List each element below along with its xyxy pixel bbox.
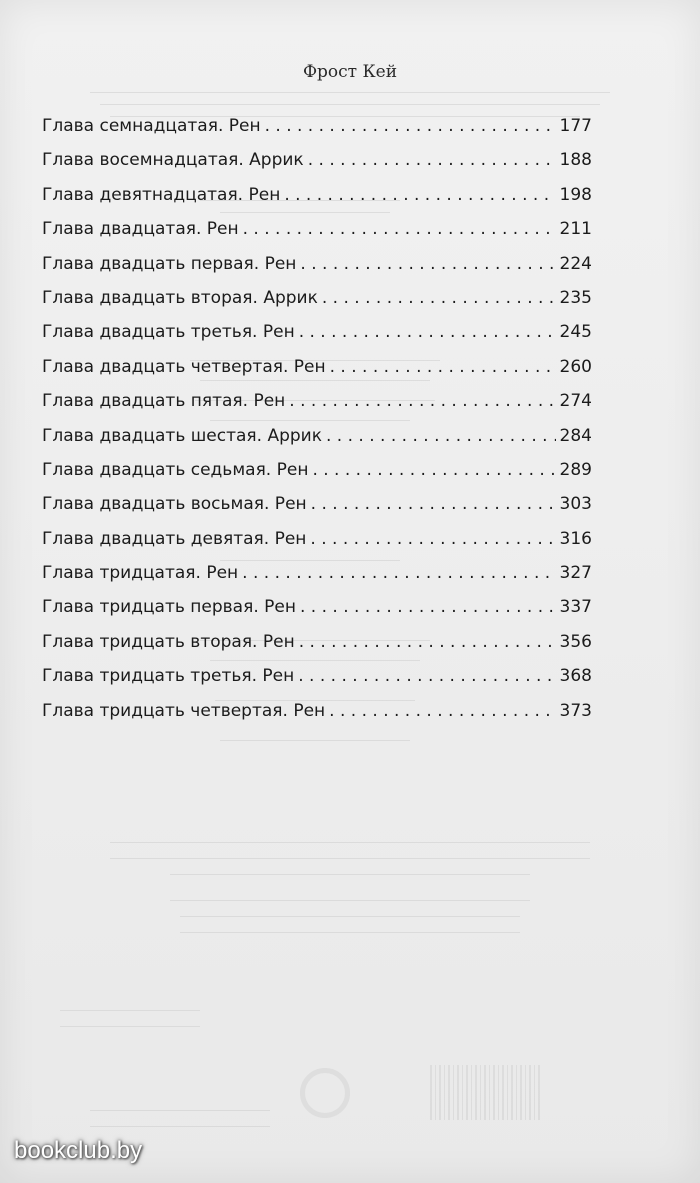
show-through-line [90,92,610,93]
show-through-line [60,1026,200,1027]
toc-entry [42,219,592,253]
toc-leader-dots [312,460,555,480]
show-through-line [170,874,530,875]
toc-entry-page: 289 [559,459,592,480]
toc-leader-dots [289,391,555,411]
toc-entry-page: 284 [559,425,592,446]
toc-entry-page: 260 [559,356,592,377]
toc-entry-title: Глава двадцать восьмая. Рен [42,494,307,515]
toc-entry [42,426,592,460]
toc-entry [42,494,592,528]
show-through-line [90,1126,270,1127]
toc-leader-dots [299,322,556,342]
toc-entry-title: Глава двадцать четвертая. Рен [42,356,326,377]
toc-entry [42,254,592,288]
toc-leader-dots [243,219,556,239]
toc-entry-title: Глава тридцать четвертая. Рен [42,700,326,721]
toc-leader-dots [308,150,556,170]
toc-entry-page: 224 [559,253,592,274]
toc-entry [42,322,592,356]
toc-entry [42,529,592,563]
show-through-line [100,104,600,105]
toc-entry-page: 356 [559,631,592,652]
toc-leader-dots [300,254,555,274]
toc-entry-page: 235 [559,287,592,308]
toc-entry-title: Глава тридцатая. Рен [42,563,239,584]
toc-entry [42,701,592,735]
toc-entry-title: Глава двадцатая. Рен [42,219,239,240]
toc-entry-title: Глава двадцать девятая. Рен [42,528,307,549]
show-through-line [180,916,520,917]
running-header-author: Фрост Кей [302,62,398,82]
show-through-line [90,1110,270,1111]
toc-entry-title: Глава двадцать третья. Рен [42,322,295,343]
show-through-barcode [430,1065,540,1120]
watermark-bookclub: bookclub.by [14,1137,143,1164]
toc-entry-title: Глава двадцать шестая. Аррик [42,425,322,446]
toc-leader-dots [265,116,556,136]
toc-entry-title: Глава тридцать вторая. Рен [42,631,295,652]
toc-entry-page: 198 [559,184,592,205]
toc-entry-title: Глава двадцать седьмая. Рен [42,459,309,480]
toc-leader-dots [284,185,555,205]
toc-entry [42,150,592,184]
toc-leader-dots [242,563,555,583]
toc-entry-page: 177 [559,116,592,136]
toc-leader-dots [310,529,555,549]
toc-entry-page: 274 [559,391,592,412]
table-of-contents [42,116,592,735]
toc-entry-page: 245 [559,322,592,343]
toc-leader-dots [322,288,556,308]
toc-entry-page: 303 [559,494,592,515]
toc-entry-title: Глава двадцать первая. Рен [42,253,297,274]
toc-leader-dots [299,632,556,652]
toc-entry-page: 188 [559,150,592,171]
toc-entry-page: 368 [559,666,592,687]
toc-leader-dots [298,666,555,686]
toc-entry-title: Глава семнадцатая. Рен [42,116,261,136]
show-through-line [170,900,530,901]
toc-entry [42,460,592,494]
toc-entry-title: Глава двадцать пятая. Рен [42,391,286,412]
toc-entry [42,391,592,425]
show-through-line [110,858,590,859]
toc-entry [42,563,592,597]
toc-entry-page: 316 [559,528,592,549]
toc-entry-title: Глава двадцать вторая. Аррик [42,287,318,308]
toc-leader-dots [300,597,556,617]
toc-entry-title: Глава восемнадцатая. Аррик [42,150,304,171]
toc-entry-title: Глава девятнадцатая. Рен [42,184,281,205]
show-through-line [60,1010,200,1011]
toc-entry [42,632,592,666]
toc-leader-dots [311,494,556,514]
toc-entry-title: Глава тридцать первая. Рен [42,597,296,618]
toc-entry-page: 327 [559,563,592,584]
toc-entry [42,185,592,219]
show-through-line [220,740,410,741]
toc-leader-dots [329,701,555,721]
show-through-logo [300,1068,350,1118]
toc-entry [42,116,592,150]
toc-entry-page: 211 [559,219,592,240]
show-through-line [180,932,520,933]
toc-entry [42,357,592,391]
toc-entry-page: 337 [559,597,592,618]
show-through-line [110,842,590,843]
toc-entry [42,666,592,700]
toc-entry-page: 373 [559,700,592,721]
toc-entry [42,288,592,322]
toc-entry-title: Глава тридцать третья. Рен [42,666,295,687]
toc-leader-dots [330,357,556,377]
toc-entry [42,597,592,631]
toc-leader-dots [326,426,556,446]
